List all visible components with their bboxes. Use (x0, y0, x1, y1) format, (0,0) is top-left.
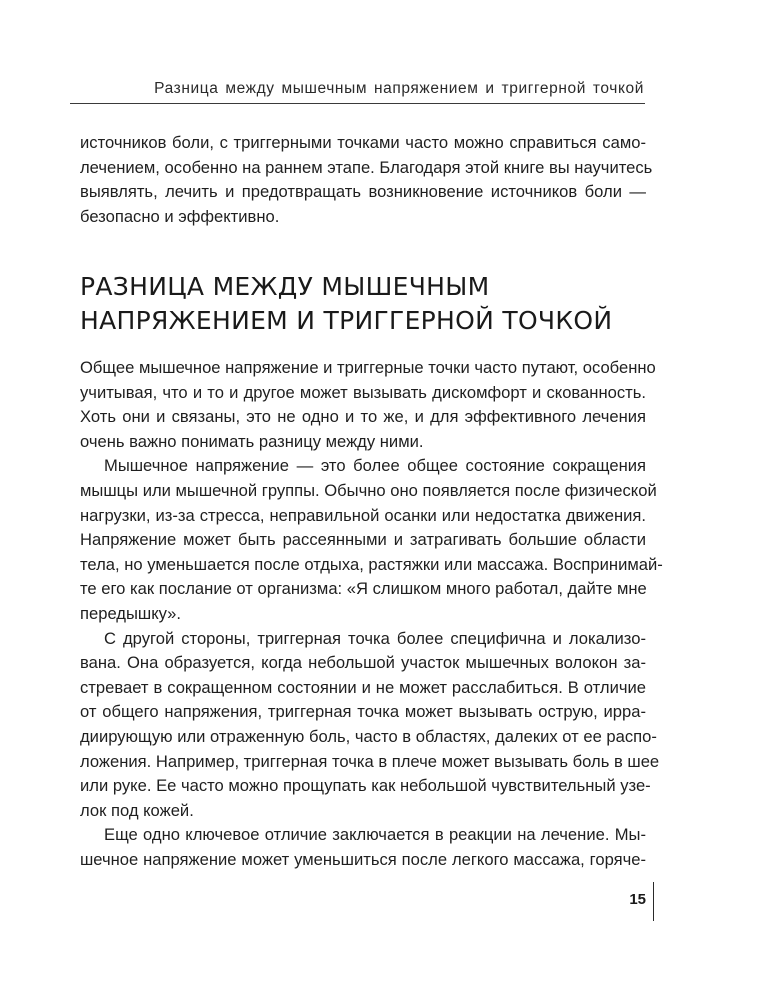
header-rule (70, 103, 645, 104)
page-number: 15 (629, 891, 646, 908)
text-line: диирующую или отраженную боль, часто в областях, далеких от ее распо- (80, 726, 657, 746)
folio-rule (653, 882, 654, 921)
text-line: те его как послание от организма: «Я слишком много работал, дайте мне (80, 579, 647, 599)
text-line: учитывая, что и то и другое может вызывать дискомфорт и скованность. (80, 382, 646, 402)
text-line: Мышечное напряжение — это более общее состояние сокращения (104, 456, 646, 476)
text-line: от общего напряжения, триггерная точка может вызывать острую, ирра- (80, 702, 646, 722)
section-heading (80, 270, 646, 338)
intro-paragraph (80, 131, 653, 229)
paragraph-3 (80, 627, 660, 824)
text-line: источников боли, с триггерными точками часто можно справиться само- (80, 133, 646, 152)
text-line: лечением, особенно на раннем этапе. Благодаря этой книге вы научитесь (80, 157, 653, 177)
text-line: нагрузки, из-за стресса, неправильной осанки или недостатка движения. (80, 505, 646, 525)
text-line: безопасно и эффективно. (80, 206, 280, 226)
section-heading-line: РАЗНИЦА МЕЖДУ МЫШЕЧНЫМ (80, 272, 490, 301)
text-line: Хоть они и связаны, это не одно и то же, и для эффективного лечения (80, 407, 646, 427)
text-line: передышку». (80, 603, 181, 623)
text-line: выявлять, лечить и предотвращать возникновение источников боли — (80, 182, 646, 202)
text-line: Общее мышечное напряжение и триггерные точки часто путают, особенно (80, 358, 656, 377)
text-line: вана. Она образуется, когда небольшой участок мышечных волокон за- (80, 653, 646, 673)
text-line: или руке. Ее часто можно прощупать как небольшой чувствительный узе- (80, 776, 651, 796)
paragraph-1 (80, 356, 656, 454)
text-line: очень важно понимать разницу между ними. (80, 431, 424, 451)
paragraph-2 (80, 454, 663, 626)
text-line: ложения. Например, триггерная точка в плече может вызывать боль в шее (80, 751, 660, 771)
text-line: шечное напряжение может уменьшиться после легкого массажа, горяче- (80, 849, 646, 869)
text-line: стревает в сокращенном состоянии и не может расслабиться. В отличие (80, 677, 646, 697)
paragraph-4 (80, 823, 646, 872)
text-line: мышцы или мышечной группы. Обычно оно появляется после физической (80, 480, 657, 500)
text-line: С другой стороны, триггерная точка более специфична и локализо- (104, 628, 646, 648)
text-line: Еще одно ключевое отличие заключается в реакции на лечение. Мы- (104, 825, 646, 845)
section-heading-line: НАПРЯЖЕНИЕМ И ТРИГГЕРНОЙ ТОЧКОЙ (80, 306, 613, 335)
text-line: Напряжение может быть рассеянными и затрагивать большие области (80, 530, 646, 550)
section-body (80, 356, 663, 872)
running-header: Разница между мышечным напряжением и триггерной точкой (154, 80, 644, 97)
text-line: лок под кожей. (80, 800, 194, 820)
text-line: тела, но уменьшается после отдыха, растяжки или массажа. Воспринимай- (80, 554, 663, 574)
